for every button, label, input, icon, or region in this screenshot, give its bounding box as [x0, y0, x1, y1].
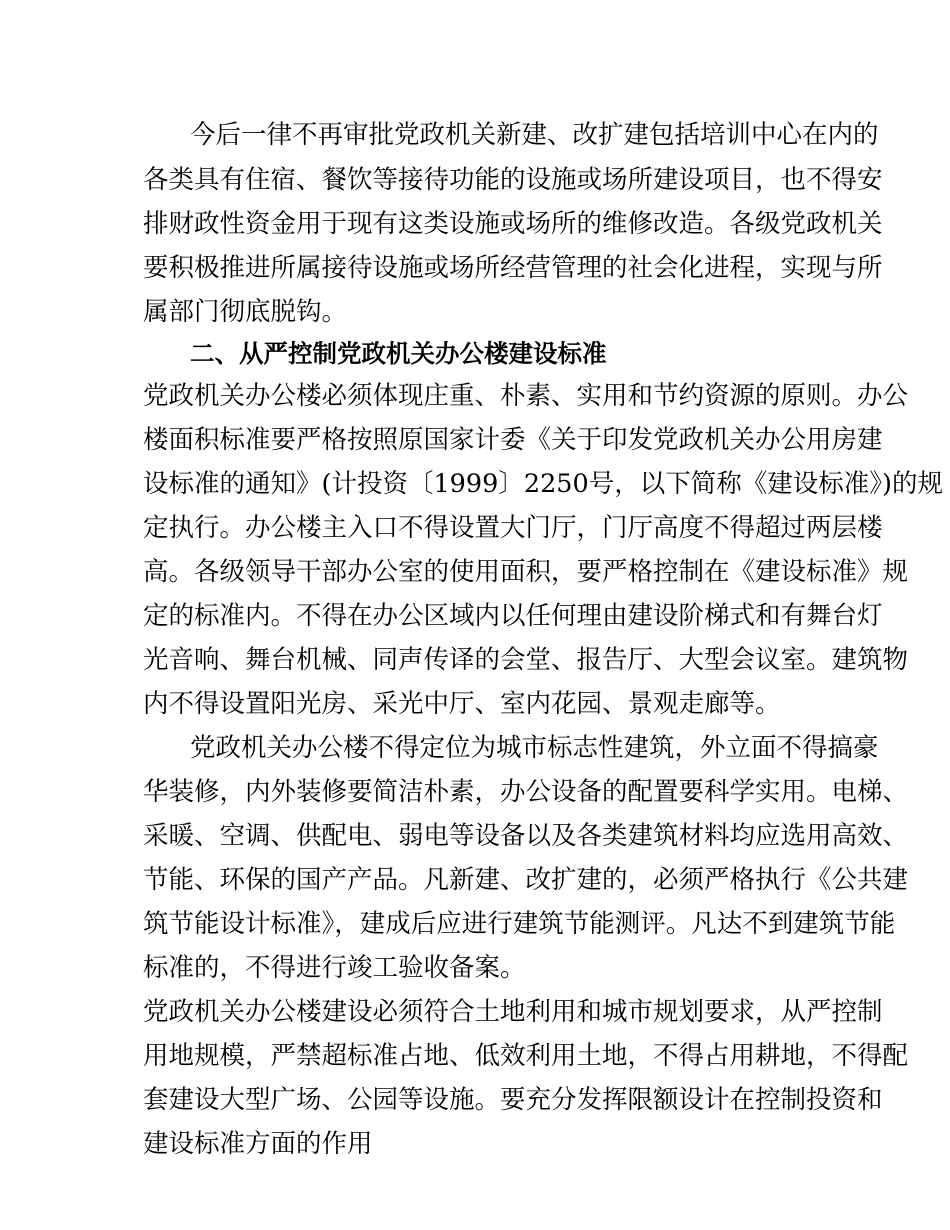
- paragraph-4-line-2: 用地规模，严禁超标准占地、低效利用土地，不得占用耕地，不得配: [143, 1041, 909, 1071]
- paragraph-1-line-2: 各类具有住宿、餐饮等接待功能的设施或场所建设项目，也不得安: [143, 165, 883, 195]
- paragraph-2-line-4: 定执行。办公楼主入口不得设置大门厅，门厅高度不得超过两层楼: [143, 513, 883, 543]
- paragraph-3-line-3: 采暖、空调、供配电、弱电等设备以及各类建筑材料均应选用高效、: [143, 821, 909, 851]
- paragraph-4-line-1: 党政机关办公楼建设必须符合土地利用和城市规划要求，从严控制: [143, 997, 883, 1027]
- paragraph-2-line-6: 定的标准内。不得在办公区域内以任何理由建设阶梯式和有舞台灯: [143, 601, 883, 631]
- paragraph-1-line-5: 属部门彻底脱钩。: [143, 297, 348, 327]
- paragraph-1-line-3: 排财政性资金用于现有这类设施或场所的维修改造。各级党政机关: [143, 209, 883, 239]
- paragraph-2-line-1: 党政机关办公楼必须体现庄重、朴素、实用和节约资源的原则。办公: [143, 381, 909, 411]
- paragraph-2-line-5: 高。各级领导干部办公室的使用面积，要严格控制在《建设标准》规: [143, 557, 909, 587]
- section-heading: 二、从严控制党政机关办公楼建设标准: [190, 339, 607, 368]
- paragraph-2-line-2: 楼面积标准要严格按照原国家计委《关于印发党政机关办公用房建: [143, 425, 883, 455]
- paragraph-3-line-6: 标准的，不得进行竣工验收备案。: [143, 953, 526, 983]
- paragraph-3-line-5: 筑节能设计标准》，建成后应进行建筑节能测评。凡达不到建筑节能: [143, 909, 896, 939]
- paragraph-1-line-4: 要积极推进所属接待设施或场所经营管理的社会化进程，实现与所: [143, 253, 883, 283]
- paragraph-3-line-2: 华装修，内外装修要简洁朴素，办公设备的配置要科学实用。电梯、: [143, 777, 909, 807]
- paragraph-2-line-7: 光音响、舞台机械、同声传译的会堂、报告厅、大型会议室。建筑物: [143, 645, 909, 675]
- paragraph-1-line-1: 今后一律不再审批党政机关新建、改扩建包括培训中心在内的: [190, 120, 879, 150]
- paragraph-4-line-4: 建设标准方面的作用: [143, 1129, 373, 1159]
- paragraph-3-line-1: 党政机关办公楼不得定位为城市标志性建筑，外立面不得搞豪: [190, 733, 879, 763]
- paragraph-4-line-3: 套建设大型广场、公园等设施。要充分发挥限额设计在控制投资和: [143, 1085, 883, 1115]
- paragraph-2-line-3: 设标准的通知》(计投资〔1999〕2250号，以下简称《建设标准》)的规: [143, 469, 943, 499]
- paragraph-2-line-8: 内不得设置阳光房、采光中厅、室内花园、景观走廊等。: [143, 689, 781, 719]
- paragraph-3-line-4: 节能、环保的国产产品。凡新建、改扩建的，必须严格执行《公共建: [143, 865, 909, 895]
